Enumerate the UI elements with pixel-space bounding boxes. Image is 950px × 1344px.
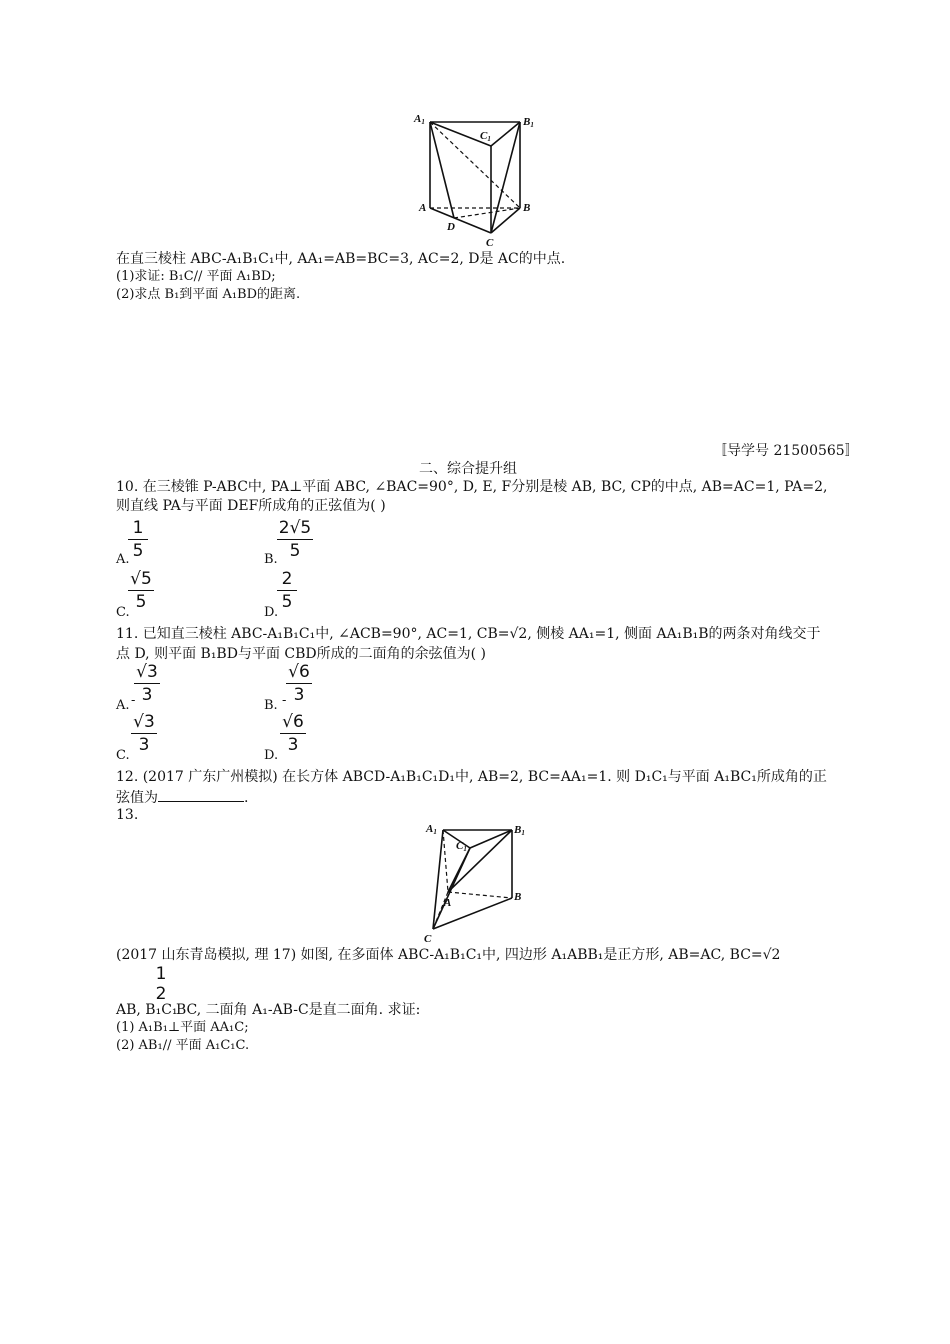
q11-option-c-label: C. (116, 748, 130, 763)
label-a1: A (414, 113, 422, 125)
q11-line2: 点 D, 则平面 B₁BD与平面 CBD所成的二面角的余弦值为( ) (116, 646, 486, 662)
q13-line2a: AB, B₁C₁ (116, 1002, 178, 1018)
q10-line2: 则直线 PA与平面 DEF所成角的正弦值为( ) (116, 498, 386, 514)
label-d: D (447, 221, 455, 233)
q13-part2: (2) AB₁// 平面 A₁C₁C. (116, 1038, 250, 1053)
q13-half-fraction: 1 2 (155, 964, 167, 1004)
svg-text:C1: C1 (480, 130, 491, 143)
q11-option-b: √6 3 (286, 662, 312, 705)
svg-text:C1: C1 (456, 840, 467, 853)
q11-option-d: √6 3 (280, 712, 306, 755)
q9-part2: (2)求点 B₁到平面 A₁BD的距离. (116, 287, 301, 302)
label2-a: A (444, 897, 452, 909)
q10-option-c-label: C. (116, 605, 130, 620)
q11-option-d-label: D. (264, 748, 279, 763)
q12-line2 (116, 788, 248, 807)
section-title: 二、综合提升组 (419, 461, 517, 477)
q12-line2-end: . (244, 790, 249, 806)
label-b1: B (523, 116, 531, 128)
q11-option-a: √3 3 (134, 662, 160, 705)
svg-text:A1: A1 (414, 113, 425, 126)
q13-part1: (1) A₁B₁⊥平面 AA₁C; (116, 1020, 249, 1035)
q9-part1: (1)求证: B₁C// 平面 A₁BD; (116, 269, 276, 284)
q11-line1: 11. 已知直三棱柱 ABC-A₁B₁C₁中, ∠ACB=90°, AC=1, CB=√2, 侧棱 AA₁=1, 侧面 AA₁B₁B的两条对角线交于 (116, 626, 821, 642)
q10-option-d-label: D. (264, 605, 279, 620)
svg-text:A1: A1 (426, 823, 437, 836)
q12-line1: 12. (2017 广东广州模拟) 在长方体 ABCD-A₁B₁C₁D₁中, AB=2, BC=AA₁=1. 则 D₁C₁与平面 A₁BC₁所成角的正 (116, 769, 827, 785)
label2-b1: B (514, 824, 522, 836)
label-b: B (523, 202, 531, 214)
q11-option-c: √3 3 (131, 712, 157, 755)
label-c1: C (480, 130, 488, 142)
q10-option-c: √5 5 (128, 569, 154, 612)
label-c: C (486, 237, 494, 249)
q11-option-a-sign: - (131, 693, 136, 708)
q11-option-a-label: A. (116, 698, 130, 713)
q12-answer-blank (158, 788, 244, 802)
q10-option-b-label: B. (264, 552, 278, 567)
svg-text:B1: B1 (523, 116, 534, 129)
label2-c: C (424, 933, 432, 945)
q10-option-a-label: A. (116, 552, 130, 567)
q10-option-d: 2 5 (277, 569, 297, 612)
q11-option-b-label: B. (264, 698, 278, 713)
polyhedron-figure (420, 818, 535, 946)
q12-line2-text: 弦值为 (116, 790, 158, 806)
q10-option-b: 2√5 5 (278, 518, 312, 561)
q13-line2b: BC, 二面角 A₁-AB-C是直二面角. 求证: (176, 1002, 421, 1018)
label-a: A (419, 202, 427, 214)
label2-a1: A (426, 823, 434, 835)
q13-number: 13. (116, 807, 139, 823)
svg-text:B1: B1 (514, 824, 525, 837)
q13-line1: (2017 山东青岛模拟, 理 17) 如图, 在多面体 ABC-A₁B₁C₁中, 四边形 A₁ABB₁是正方形, AB=AC, BC=√2 (116, 947, 781, 963)
label2-c1: C (456, 840, 464, 852)
q10-option-a: 1 5 (128, 518, 148, 561)
label2-b: B (514, 891, 522, 903)
q11-option-b-sign: - (282, 693, 287, 708)
q9-stem: 在直三棱柱 ABC-A₁B₁C₁中, AA₁=AB=BC=3, AC=2, D是 AC的中点. (116, 251, 566, 267)
guide-number: 〚导学号 21500565〛 (713, 443, 859, 459)
prism-figure (412, 112, 542, 252)
q10-line1: 10. 在三棱锥 P-ABC中, PA⊥平面 ABC, ∠BAC=90°, D, E, F分别是棱 AB, BC, CP的中点, AB=AC=1, PA=2, (116, 479, 828, 495)
